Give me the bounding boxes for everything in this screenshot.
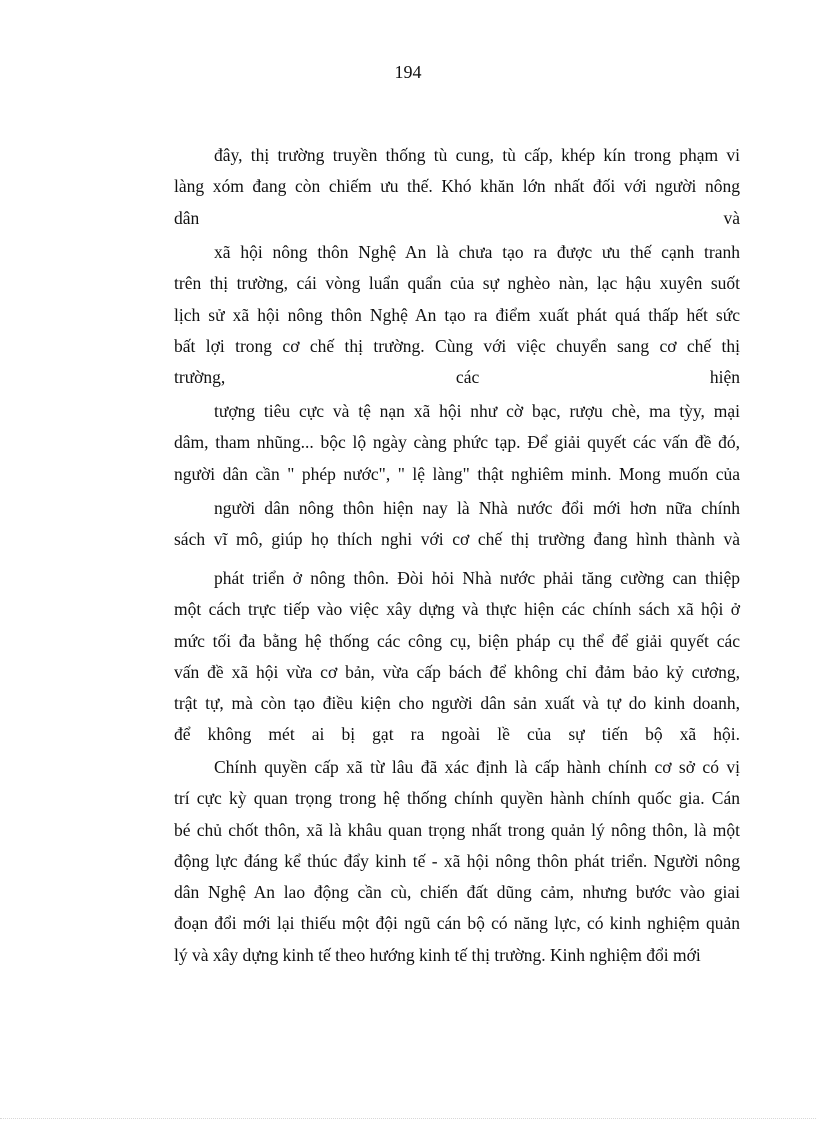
text-line: đoạn đổi mới lại thiếu một đội ngũ cán bộ có năng lực, có kinh nghiệm quản <box>174 913 740 934</box>
text-line: dân và <box>174 207 740 228</box>
text-line: lý và xây dựng kinh tế theo hướng kinh tế thị trường. Kinh nghiệm đổi mới <box>174 944 701 965</box>
text-line: động lực đáng kể thúc đẩy kinh tế - xã hội nông thôn phát triển. Người nông <box>174 850 740 871</box>
text-line: trí cực kỳ quan trọng trong hệ thống chính quyền hành chính quốc gia. Cán <box>174 788 740 809</box>
text-line: tượng tiêu cực và tệ nạn xã hội như cờ bạc, rượu chè, ma tỳy, mại <box>214 401 740 421</box>
text-line: Chính quyền cấp xã từ lâu đã xác định là cấp hành chính cơ sở có vị <box>214 757 740 777</box>
paragraph-3 <box>174 396 740 490</box>
text-line: người dân cần " phép nước", " lệ làng" thật nghiêm minh. Mong muốn của <box>174 463 740 484</box>
text-line: trên thị trường, cái vòng luẩn quẩn của sự nghèo nàn, lạc hậu xuyên suốt <box>174 273 740 294</box>
text-line: dân Nghệ An lao động cần cù, chiến đất dũng cảm, nhưng bước vào giai <box>174 882 740 903</box>
text-line: phát triển ở nông thôn. Đòi hỏi Nhà nước phải tăng cường can thiệp <box>214 568 740 588</box>
text-line: vấn đề xã hội vừa cơ bản, vừa cấp bách để không chỉ đảm bảo kỷ cương, <box>174 661 740 682</box>
text-line: một cách trực tiếp vào việc xây dựng và thực hiện các chính sách xã hội ở <box>174 599 740 620</box>
text-line: để không mét ai bị gạt ra ngoài lề của sự tiến bộ xã hội. <box>174 724 740 745</box>
text-line: xã hội nông thôn Nghệ An là chưa tạo ra được ưu thế cạnh tranh <box>214 242 740 262</box>
text-line: trường, các hiện <box>174 367 740 388</box>
text-line: bé chủ chốt thôn, xã là khâu quan trọng nhất trong quản lý nông thôn, là một <box>174 819 740 840</box>
text-line: bất lợi trong cơ chế thị trường. Cùng với việc chuyển sang cơ chế thị <box>174 335 740 356</box>
text-line: làng xóm đang còn chiếm ưu thế. Khó khăn lớn nhất đối với người nông <box>174 176 740 197</box>
text-line: mức tối đa bằng hệ thống các công cụ, biện pháp cụ thể để giải quyết các <box>174 630 740 651</box>
paragraph-5 <box>174 563 740 751</box>
text-line: lịch sử xã hội nông thôn Nghệ An tạo ra điểm xuất phát quá thấp hết sức <box>174 304 740 325</box>
text-line: người dân nông thôn hiện nay là Nhà nước đổi mới hơn nữa chính <box>214 498 740 518</box>
paragraph-2 <box>174 237 740 393</box>
paragraph-1 <box>174 140 740 234</box>
page-number: 194 <box>394 62 422 82</box>
text-line: dâm, tham nhũng... bộc lộ ngày càng phức tạp. Để giải quyết các vấn đề đó, <box>174 432 740 453</box>
text-line: trật tự, mà còn tạo điều kiện cho người dân sản xuất và tự do kinh doanh, <box>174 693 740 714</box>
page-bottom-border <box>0 1118 816 1119</box>
text-line: đây, thị trường truyền thống tù cung, tù cấp, khép kín trong phạm vi <box>214 145 740 165</box>
paragraph-6 <box>174 752 740 971</box>
text-line: sách vĩ mô, giúp họ thích nghi với cơ chế thị trường đang hình thành và <box>174 529 740 550</box>
paragraph-4 <box>174 493 740 556</box>
